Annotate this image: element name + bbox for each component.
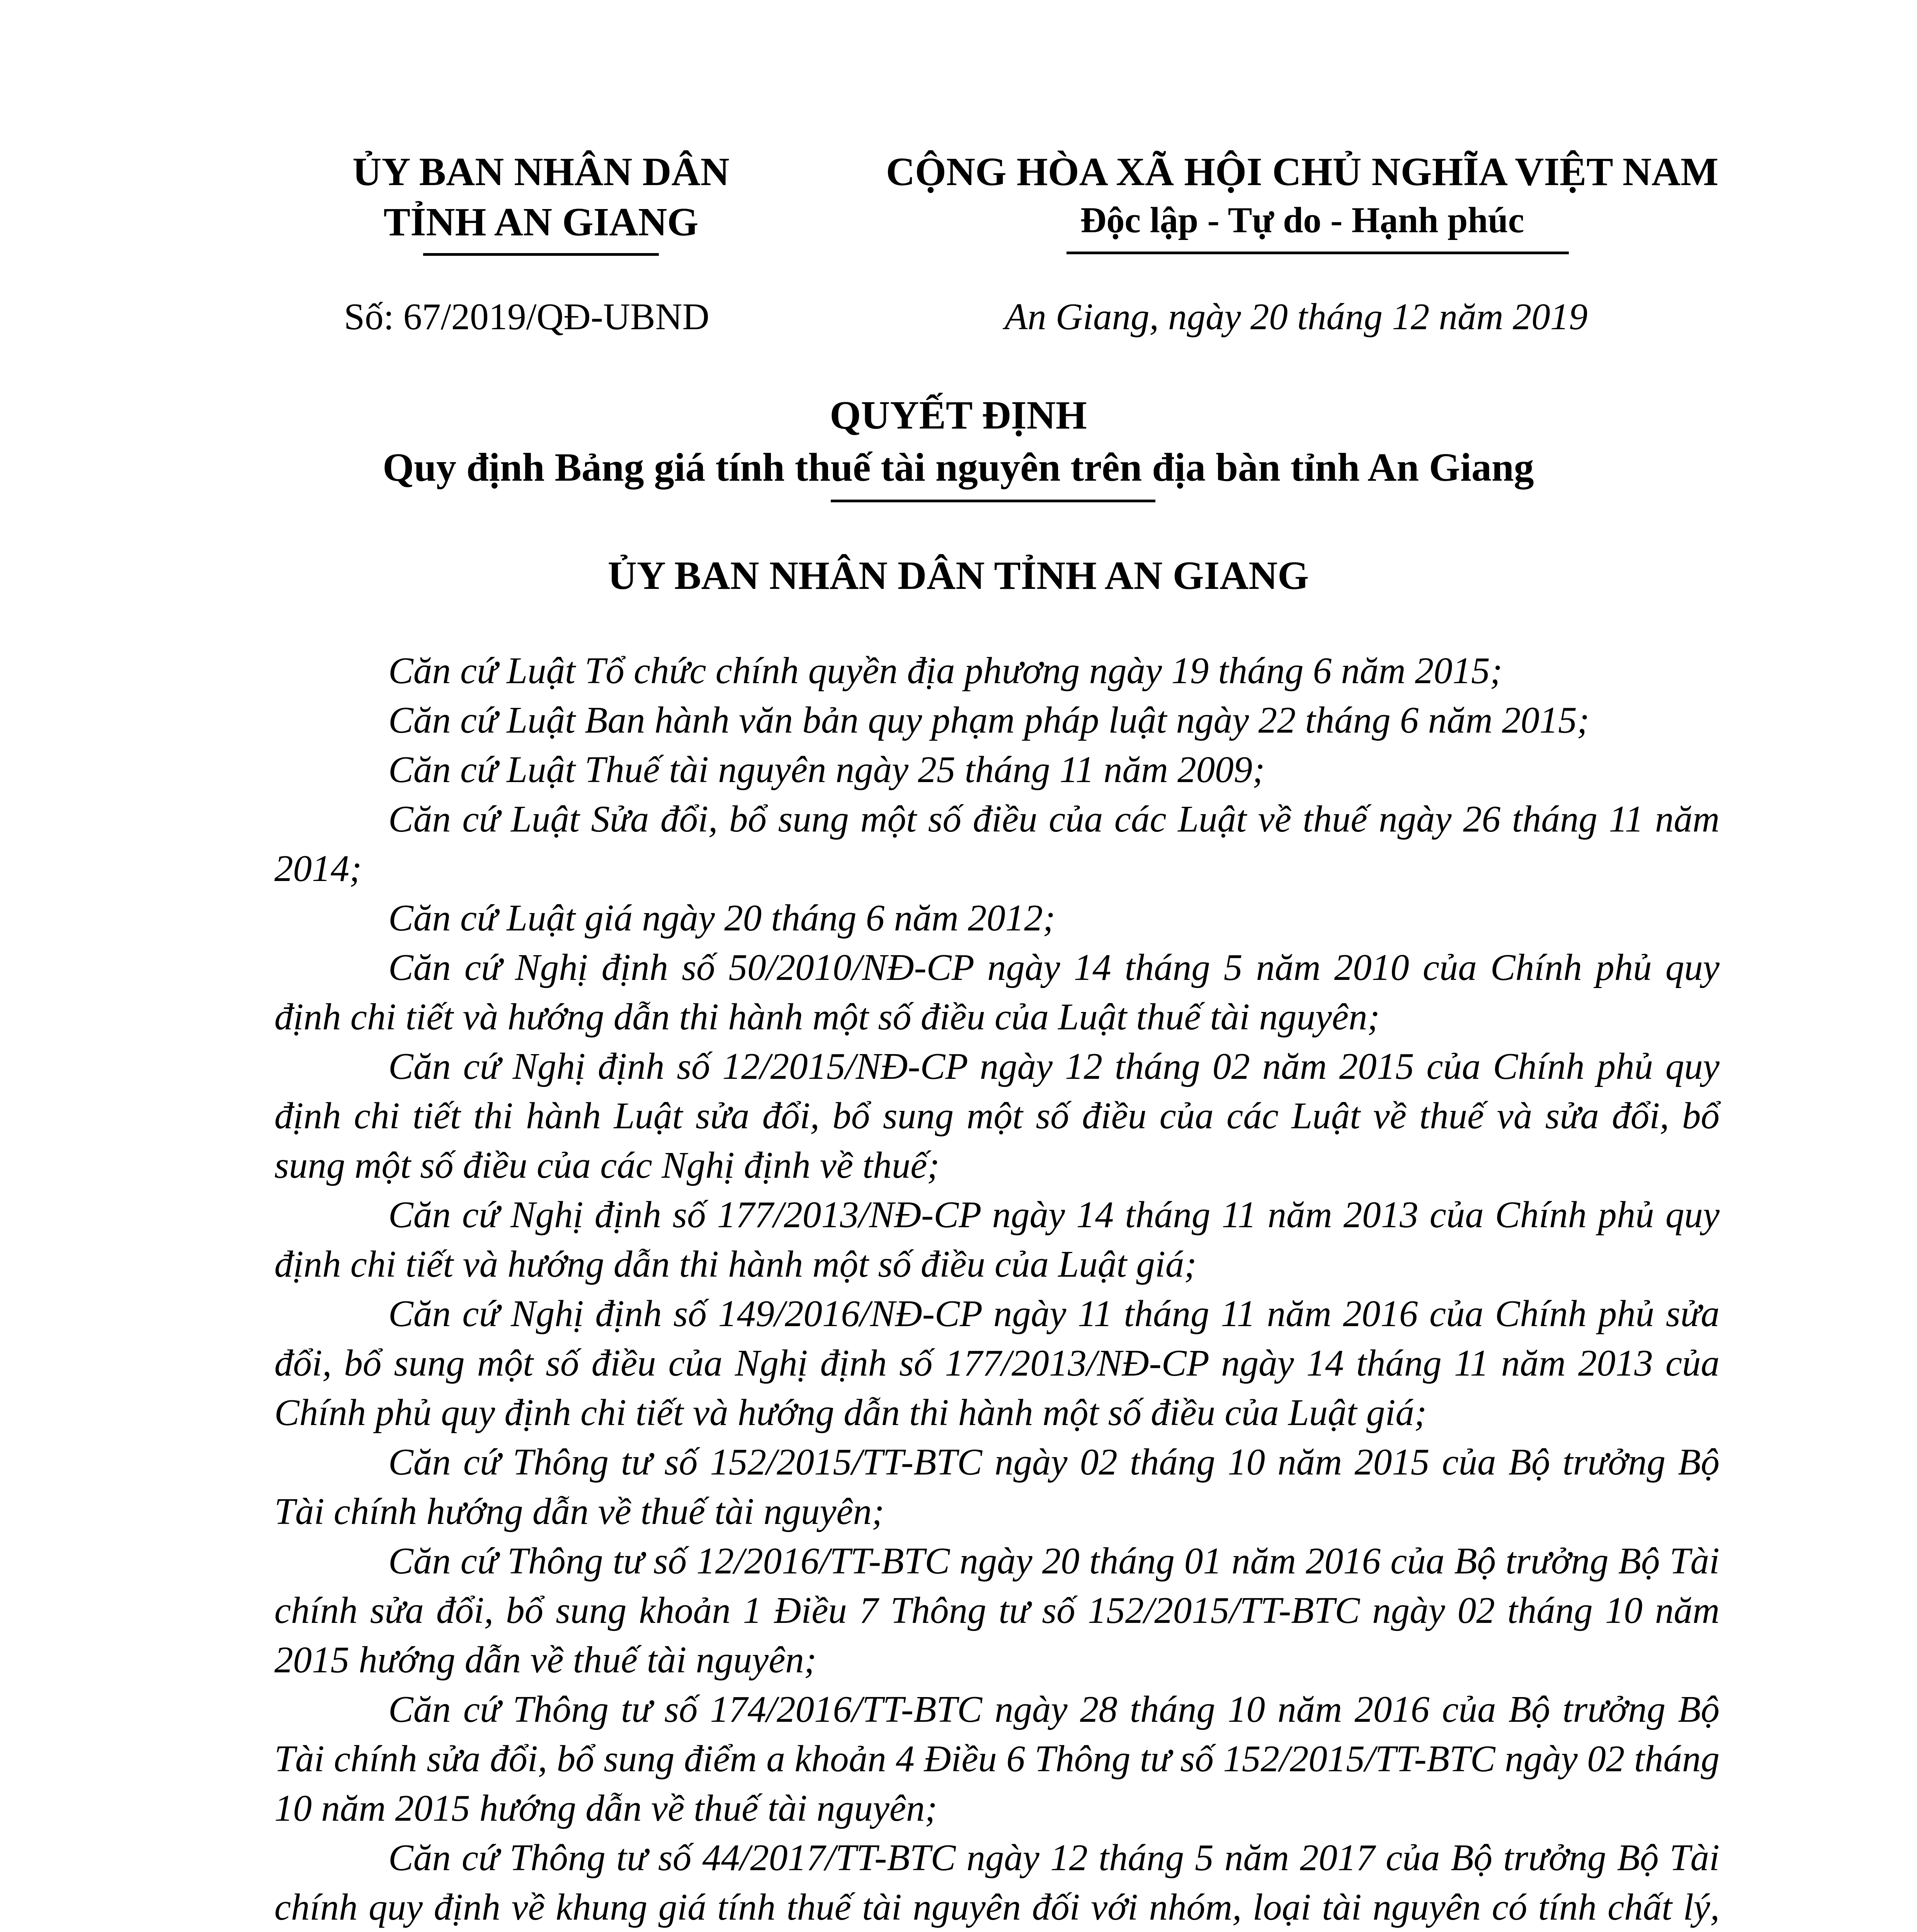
legal-basis-item: Căn cứ Luật Sửa đổi, bổ sung một số điều của các Luật về thuế ngày 26 tháng 11 năm 2014; [274, 798, 1720, 889]
legal-basis-item: Căn cứ Thông tư số 44/2017/TT-BTC ngày 12 tháng 5 năm 2017 của Bộ trưởng Bộ Tài chính quy định về khung giá tính thuế tài nguyên đối với nhóm, loại tài nguyên có tính chất lý, [274, 1837, 1720, 1928]
agency-line-1: ỦY BAN NHÂN DÂN [352, 150, 730, 194]
legal-basis [274, 646, 1720, 1932]
issuing-authority: ỦY BAN NHÂN DÂN TỈNH AN GIANG [607, 553, 1309, 598]
legal-basis-item: Căn cứ Thông tư số 152/2015/TT-BTC ngày 02 tháng 10 năm 2015 của Bộ trưởng Bộ Tài chính hướng dẫn về thuế tài nguyên; [274, 1441, 1720, 1532]
place-and-date: An Giang, ngày 20 tháng 12 năm 2019 [1005, 296, 1588, 337]
issuing-agency [278, 147, 804, 247]
legal-basis-item: Căn cứ Luật Ban hành văn bản quy phạm pháp luật ngày 22 tháng 6 năm 2015; [388, 699, 1590, 741]
legal-basis-item: Căn cứ Nghị định số 177/2013/NĐ-CP ngày 14 tháng 11 năm 2013 của Chính phủ quy định chi tiết và hướng dẫn thi hành một số điều của Luật giá; [274, 1194, 1720, 1285]
motto-underline [1067, 252, 1569, 254]
legal-basis-item: Căn cứ Thông tư số 12/2016/TT-BTC ngày 20 tháng 01 năm 2016 của Bộ trưởng Bộ Tài chính sửa đổi, bổ sung khoản 1 Điều 7 Thông tư số 152/2015/TT-BTC ngày 02 tháng 10 năm 2015 hướng dẫn về thuế tài nguyên; [274, 1540, 1720, 1680]
legal-basis-item: Căn cứ Luật giá ngày 20 tháng 6 năm 2012; [388, 897, 1056, 939]
document-type: QUYẾT ĐỊNH [830, 393, 1087, 437]
legal-basis-item: Căn cứ Luật Thuế tài nguyên ngày 25 tháng 11 năm 2009; [388, 749, 1265, 790]
agency-line-2: TỈNH AN GIANG [383, 200, 699, 244]
title-underline [831, 500, 1155, 502]
legal-basis-item: Căn cứ Thông tư số 174/2016/TT-BTC ngày 28 tháng 10 năm 2016 của Bộ trưởng Bộ Tài chính sửa đổi, bổ sung điểm a khoản 4 Điều 6 Thông tư số 152/2015/TT-BTC ngày 02 tháng 10 năm 2015 hướng dẫn về thuế tài nguyên; [274, 1689, 1720, 1829]
legal-basis-item: Căn cứ Nghị định số 50/2010/NĐ-CP ngày 14 tháng 5 năm 2010 của Chính phủ quy định chi tiết và hướng dẫn thi hành một số điều của Luật thuế tài nguyên; [274, 947, 1720, 1037]
document-summary: Quy định Bảng giá tính thuế tài nguyên trên địa bàn tỉnh An Giang [383, 445, 1534, 490]
national-motto: Độc lập - Tự do - Hạnh phúc [1080, 200, 1524, 240]
agency-underline [423, 253, 659, 256]
nation-name: CỘNG HÒA XÃ HỘI CHỦ NGHĨA VIỆT NAM [886, 150, 1719, 194]
legal-basis-item: Căn cứ Nghị định số 149/2016/NĐ-CP ngày 11 tháng 11 năm 2016 của Chính phủ sửa đổi, bổ sung một số điều của Nghị định số 177/2013/NĐ-CP ngày 14 tháng 11 năm 2013 của Chính phủ quy định chi tiết và hướng dẫn thi hành một số điều của Luật giá; [274, 1293, 1720, 1433]
national-header [858, 147, 1747, 243]
legal-basis-item: Căn cứ Luật Tổ chức chính quyền địa phương ngày 19 tháng 6 năm 2015; [388, 650, 1503, 691]
legal-basis-item: Căn cứ Nghị định số 12/2015/NĐ-CP ngày 12 tháng 02 năm 2015 của Chính phủ quy định chi tiết thi hành Luật sửa đổi, bổ sung một số điều của các Luật về thuế và sửa đổi, bổ sung một số điều của các Nghị định về thuế; [274, 1046, 1720, 1186]
document-number: Số: 67/2019/QĐ-UBND [344, 296, 709, 337]
